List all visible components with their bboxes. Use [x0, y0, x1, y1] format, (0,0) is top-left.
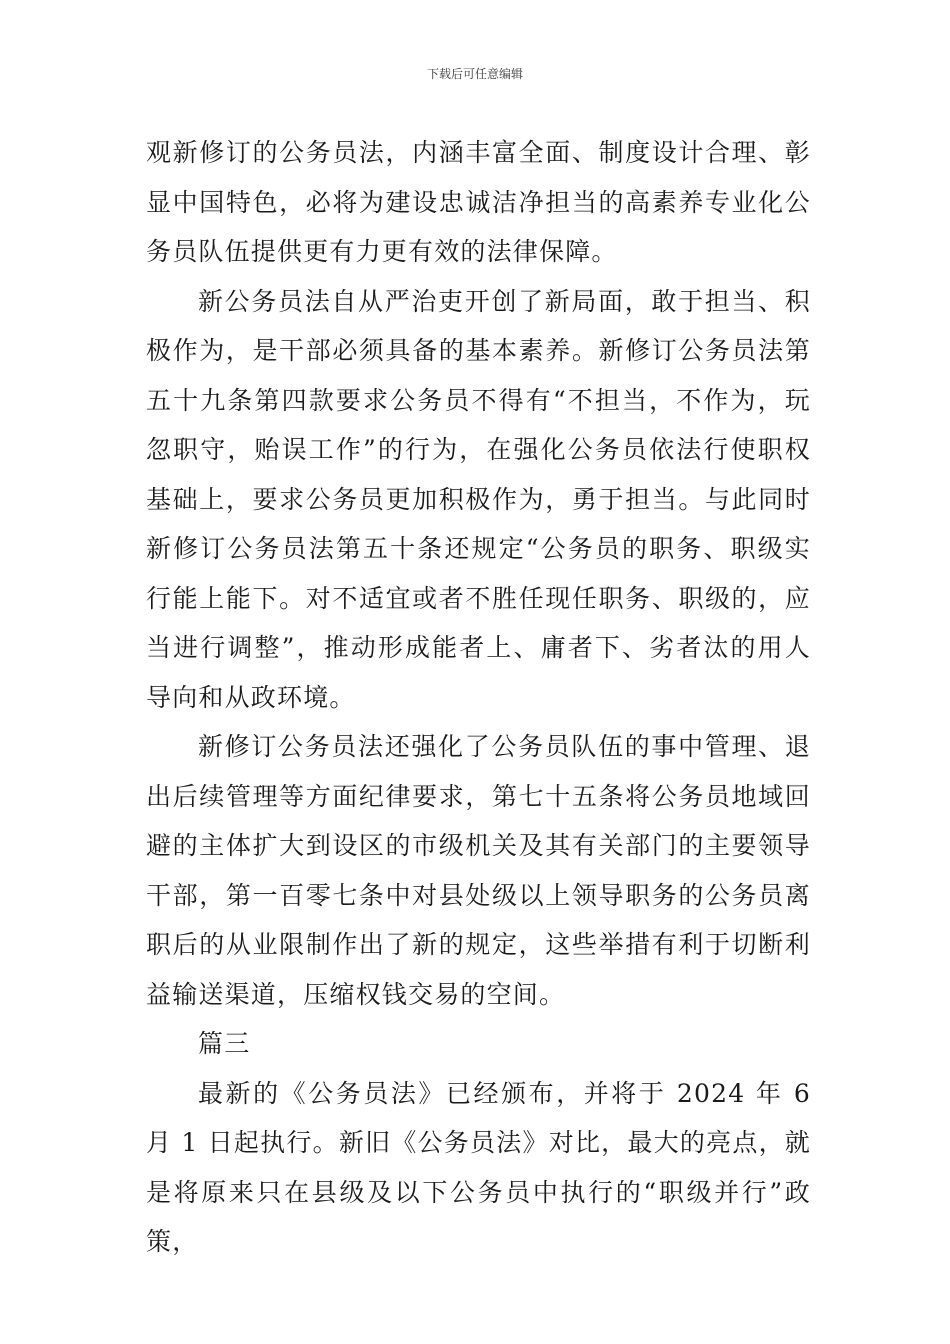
- paragraph-1: 观新修订的公务员法，内涵丰富全面、制度设计合理、彰显中国特色，必将为建设忠诚洁净担当的高素养专业化公务员队伍提供更有力更有效的法律保障。: [146, 138, 811, 266]
- section-heading: 篇三: [198, 1029, 251, 1058]
- paragraph-2: 新公务员法自从严治吏开创了新局面，敢于担当、积极作为，是干部必须具备的基本素养。新修订公务员法第五十九条第四款要求公务员不得有“不担当，不作为，玩忽职守，贻误工作”的行为，在强化公务员依法行使职权基础上，要求公务员更加积极作为，勇于担当。与此同时新修订公务员法第五十条还规定“公务员的职务、职级实行能上能下。对不适宜或者不胜任现任职务、职级的，应当进行调整”，推动形成能者上、庸者下、劣者汰的用人导向和从政环境。: [146, 286, 811, 712]
- document-body: [146, 128, 811, 1267]
- paragraph-3: 新修订公务员法还强化了公务员队伍的事中管理、退出后续管理等方面纪律要求，第七十五条将公务员地域回避的主体扩大到设区的市级机关及其有关部门的主要领导干部，第一百零七条中对县处级以上领导职务的公务员离职后的从业限制作出了新的规定，这些举措有利于切断利益输送渠道，压缩权钱交易的空间。: [146, 732, 811, 1009]
- page-header-note: 下载后可任意编辑: [426, 67, 523, 81]
- paragraph-4: 最新的《公务员法》已经颁布，并将于 2024 年 6 月 1 日起执行。新旧《公务员法》对比，最大的亮点，就是将原来只在县级及以下公务员中执行的“职级并行”政策，: [146, 1078, 811, 1256]
